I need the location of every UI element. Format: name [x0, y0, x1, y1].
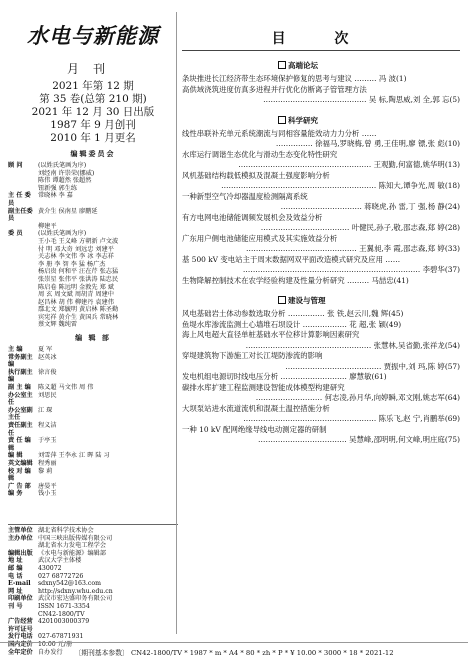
editorial-row-value: 徐言俊 — [38, 368, 57, 376]
toc-entry-authors: ……………………………… 叶健民,孙子,敬,邵志森,郑 婷(28) — [260, 223, 460, 232]
publisher-row-key: E-mail — [8, 580, 31, 588]
toc-entry[interactable] — [182, 192, 460, 213]
toc-entry-title: 线性串联补充单元系统潮流与同相容量能效动力力分析 …… — [182, 128, 377, 138]
editorial-row-key: 副 主 编 — [8, 384, 31, 392]
toc-section-name: 建设与管理 — [288, 296, 326, 305]
toc-section-name: 高端论坛 — [288, 61, 318, 70]
square-icon — [278, 61, 286, 69]
toc-entry-authors: ……………………… 何志凌,孙月华,向婷瞬,邓文刚,姚志军(64) — [255, 393, 460, 402]
committee-row-key — [8, 299, 38, 307]
editorial-row — [8, 483, 178, 491]
publisher-row-key: 全年定价 — [8, 648, 33, 656]
toc-entry-title: 基 500 kV 变电站主于周末数据网双平面改造模式研究及应用 …… — [182, 254, 401, 264]
toc-section-heading — [278, 60, 460, 71]
committee-row-key — [8, 170, 38, 178]
square-icon — [278, 116, 286, 124]
editorial-row-key: 责任副主任 — [8, 422, 33, 437]
toc-entry[interactable] — [182, 129, 460, 150]
publisher-row — [8, 633, 178, 641]
committee-list — [8, 162, 178, 329]
toc-entry-title: 高供域浇筑进度仿真多进程并行优化仿断离子管管理方法 — [182, 84, 367, 94]
committee-row — [8, 291, 178, 299]
committee-row — [8, 162, 178, 170]
committee-row — [8, 238, 178, 246]
publisher-row — [8, 550, 178, 558]
publisher-row-value: 027-67871931 — [38, 633, 84, 641]
toc-column — [182, 6, 460, 634]
editorial-row-key: 办公室主任 — [8, 391, 33, 407]
toc-entry-title: 穿堤建筑物下游施工对长江堤防渗流的影响 — [182, 351, 323, 360]
editorial-row — [8, 392, 178, 407]
publisher-row-key: 刊 号 — [8, 602, 23, 610]
date-line: 2021 年 12 月 30 日出版 — [31, 106, 155, 118]
editorial-list — [8, 346, 178, 498]
toc-title: 目 次 — [182, 28, 460, 51]
committee-row — [8, 208, 178, 223]
committee-row-value: (以姓氏笔画为序) — [38, 162, 87, 169]
toc-entry-authors: ……………………………………………… 王观勤,何富德,姚华明(13) — [238, 160, 460, 169]
publisher-row-key: 主办单位 — [8, 534, 33, 542]
publisher-row — [8, 527, 178, 535]
toc-entry[interactable] — [182, 372, 460, 383]
journal-logo: 水电与新能源 — [27, 23, 159, 48]
committee-row-value: 刘经南 许崇荣(挪威) — [38, 169, 95, 177]
editorial-row — [8, 407, 178, 422]
committee-row-value: 宾宪祥 黄介生 黄国兵 常晓林 — [38, 313, 119, 321]
committee-row — [8, 276, 178, 284]
committee-row-value: 周 玄 周文斌 周胡青 周建中 — [38, 291, 114, 299]
publisher-row — [8, 573, 178, 581]
committee-row-value: 钮新强 郭生练 — [38, 184, 78, 192]
committee-row — [8, 223, 178, 231]
editorial-row-value: 刘雪萍 王李永 江 晖 陆 习 — [38, 452, 110, 460]
editorial-row-key: 常务副主编 — [8, 353, 33, 369]
publisher-row-value: 自办发行 — [38, 648, 63, 656]
committee-row — [8, 314, 178, 322]
publisher-row-value: 湖北省科学技术协会 — [38, 527, 94, 534]
editorial-row-value: 唐晏平 — [38, 482, 57, 490]
toc-entry-title: 发电机组电源切时线电压分析 ……………………… 廖慧敏(61) — [182, 372, 387, 381]
committee-row-value: 黄介生 侯南星 廖鹏延 — [38, 207, 98, 215]
publisher-row — [8, 565, 178, 573]
editorial-row — [8, 384, 178, 392]
toc-entry[interactable] — [182, 150, 460, 171]
toc-entry-authors: ……………………………………………… 陈乐飞,赵 宁,肖鹏举(69) — [243, 414, 460, 423]
committee-row-value: 陈伟 谭超然 张超然 — [38, 177, 92, 185]
toc-entry-authors: …………………………………………… 张慧林,吴省勤,张祥龙(54) — [245, 340, 460, 350]
committee-row — [8, 177, 178, 185]
committee-row-key: 委 员 — [8, 230, 23, 238]
editorial-row — [8, 369, 178, 384]
committee-row — [8, 321, 178, 329]
toc-section-heading — [278, 115, 460, 126]
committee-row-value: 陈启卷 陈远明 金敦先 郑 斌 — [38, 283, 114, 291]
volume-line: 第 35 卷(总第 210 期) — [39, 93, 147, 105]
publisher-row-key: 主管单位 — [8, 527, 33, 534]
editorial-row-value: 钱小玉 — [38, 490, 57, 498]
toc-entry[interactable] — [182, 320, 460, 331]
committee-row-value: 蔡文辉 魏纯雷 — [38, 321, 78, 329]
toc-entry-title: 海上风电超大直径单桩基础水平位移计算影响因素研究 — [182, 330, 360, 339]
toc-entry-title: 生物降解控制技术在农学经验构建及性量分析研究 ……… 马喆忠(41) — [182, 275, 409, 285]
toc-entry[interactable] — [182, 74, 460, 85]
toc-entry-authors: ……………………………………………………………… 李碧华(37) — [242, 265, 460, 274]
publisher-row-value: 4201003000379 — [38, 618, 90, 626]
masthead-column — [8, 6, 178, 656]
committee-row-key: 副主任委员 — [8, 207, 33, 223]
editorial-row-value: 程义洁 — [38, 422, 57, 429]
committee-row-value: 柳建平 — [38, 222, 57, 230]
editorial-title: 编 辑 部 — [75, 333, 111, 343]
committee-row-value: 赵昌林 胡 伟 柳建丹 袁建伟 — [38, 298, 114, 306]
publisher-row-key: 广告经营许可证号 — [8, 618, 33, 633]
pub-info — [8, 80, 178, 145]
committee-row-key — [8, 261, 38, 269]
committee-row — [8, 185, 178, 193]
editorial-row-key: 主 编 — [8, 346, 23, 354]
founded-line: 1987 年 9 月创刊 — [50, 119, 136, 131]
editorial-row-key: 英文编辑 — [8, 459, 33, 467]
editorial-row-value: 黎 莉 — [38, 467, 53, 475]
square-icon — [278, 296, 286, 304]
editorial-row-value: 程秀丽 — [38, 459, 57, 467]
toc-sections — [182, 60, 460, 446]
toc-entry-title: 一种 10 kV 配网绝缘导线电动测定器的研制 — [182, 424, 327, 434]
committee-row-value: 常晓林 李 嘉 — [38, 192, 73, 200]
editorial-row — [8, 354, 178, 369]
editorial-row-value: 江 琛 — [38, 406, 53, 414]
toc-entry-title: 条块推进长江经济带生态环境保护修复的思考与建议 ……… 冯 波(1) — [182, 74, 407, 83]
editorial-row-key: 办公室副主任 — [8, 406, 33, 422]
committee-row — [8, 253, 178, 261]
committee-row-value: 王小毛 王义峰 方朝新 卢文波 — [38, 237, 119, 245]
committee-row-key — [8, 177, 38, 185]
toc-entry[interactable] — [182, 351, 460, 372]
publisher-row-key: 网 址 — [8, 587, 23, 595]
editorial-row-key: 编 务 — [8, 490, 23, 498]
committee-row-key — [8, 276, 38, 284]
toc-section-name: 科学研究 — [288, 115, 318, 125]
committee-row-value: 杨启贵 何和平 汪在芹 张志猛 — [38, 268, 119, 276]
toc-entry[interactable] — [182, 425, 460, 446]
publisher-row-key: 发行电话 — [8, 633, 33, 641]
editorial-row-key: 广 告 部 — [8, 482, 31, 490]
committee-row-value: 鄢北文 郑毓明 黄启林 陈圣勤 — [38, 306, 119, 314]
toc-entry[interactable] — [182, 404, 460, 425]
publisher-row-value: 027 68772726 — [38, 572, 84, 580]
toc-entry-authors: ……………………………… 吴慧峰,邵明明,何文峰,明庄庭(75) — [258, 435, 460, 444]
editorial-row — [8, 346, 178, 354]
toc-entry[interactable] — [182, 85, 460, 106]
publisher-row-key — [8, 611, 38, 619]
toc-entry-title: 碳排水库扩建工程监测建设智能成体模型构建研究 — [182, 382, 345, 392]
publisher-row-value: ISSN 1671-3354 — [38, 602, 90, 610]
publisher-row-key: 地 址 — [8, 557, 23, 565]
committee-row-value: 李 册 李 智 李 猛 杨广杰 — [38, 260, 106, 268]
editorial-row-key: 执行副主编 — [8, 368, 33, 384]
editorial-row-key: 编 辑 — [8, 452, 23, 460]
toc-entry[interactable] — [182, 383, 460, 404]
publisher-row-value: 10.00 元/册 — [38, 640, 73, 648]
committee-row-value: (以姓氏笔画为序) — [38, 230, 87, 238]
publisher-row — [8, 603, 178, 611]
toc-entry-authors: ……………………………………… 王翼昶,李 霞,邵志森,郑 婷(33) — [245, 244, 460, 253]
editorial-row-value: 刘思民 — [38, 391, 57, 399]
publisher-row-value: sdxny542@163.com — [38, 580, 101, 588]
toc-entry-authors: …………………………………… 吴 标,陶思威,刘 全,郭 忘(5) — [263, 95, 460, 104]
column-divider — [176, 12, 177, 634]
editorial-row — [8, 460, 178, 468]
toc-entry-authors: …………… 徐福马,罗晓梅,曾 勇,王佳明,廖 镖,张 彪(10) — [275, 139, 460, 148]
toc-entry[interactable] — [182, 309, 460, 320]
toc-entry[interactable] — [182, 234, 460, 255]
toc-entry-title: 风电基础岩土体动参数选取分析 …………… 张 铁,赵云川,魏 辉(45) — [182, 309, 404, 318]
toc-entry-authors: …………………………… 蒋晓虎,孙 雷,丁 强,杨 静(24) — [280, 202, 460, 211]
publisher-info — [8, 524, 178, 656]
issue-line: 2021 年第 12 期 — [52, 80, 134, 92]
committee-row-value: 关志林 李文伟 李 冰 李志祥 — [38, 253, 114, 261]
committee-title: 编辑委员会 — [70, 149, 116, 158]
committee-row-key — [8, 314, 38, 322]
toc-entry[interactable] — [182, 276, 460, 287]
committee-row-value: 付 明 邓大奇 刘远忠 刘建平 — [38, 245, 114, 253]
committee-row — [8, 246, 178, 254]
toc-entry-title: 风机基础结构载低模拟及混凝土强度影响分析 — [182, 170, 330, 180]
publisher-row-key: 印刷单位 — [8, 595, 33, 603]
committee-row-key — [8, 253, 38, 261]
publisher-row-value: 武汉市宏达盛印务有限公司 — [38, 595, 113, 603]
publisher-row — [8, 595, 178, 603]
editorial-row-value: 于亭玉 — [38, 437, 57, 445]
toc-entry-authors: ……………………………………………………… 陈知大,谭争光,周 敏(18) — [221, 181, 460, 190]
committee-row — [8, 268, 178, 276]
publisher-row-key: 电 话 — [8, 572, 23, 580]
editorial-row-value: 陈义超 马文伟 周 伟 — [38, 384, 94, 392]
publisher-row-value: 武汉大学主体楼 — [38, 557, 82, 565]
toc-entry-title: 一种新型空气冷却器温度检测隔离系统 — [182, 191, 308, 201]
committee-row-key — [8, 291, 38, 299]
committee-row — [8, 306, 178, 314]
committee-row — [8, 170, 178, 178]
publisher-row-key: 编辑出版 — [8, 549, 33, 557]
editorial-row — [8, 468, 178, 483]
editorial-row — [8, 422, 178, 437]
toc-entry-title: 水库运行调谐生态优化与滑动生态变化特性研究 — [182, 149, 338, 159]
publisher-row-key — [8, 542, 38, 550]
editorial-row — [8, 452, 178, 460]
editorial-row — [8, 490, 178, 498]
publisher-row-value: 中国三峡出版传媒有限公司 — [38, 534, 113, 542]
toc-entry-title: 鱼堤水库渗流监测土心墙堆石坝设计 ……………… 花 超,张 颖(49) — [182, 319, 402, 329]
publisher-row-value: 湖北省水力发电工程学会 — [38, 542, 107, 550]
committee-row-key — [8, 284, 38, 292]
publisher-row-key: 国内定价 — [8, 640, 33, 648]
publisher-row-key: 邮 编 — [8, 564, 23, 572]
editorial-row — [8, 437, 178, 452]
toc-entry-title: 大坝泵站进水流道流机和混凝土温控措施分析 — [182, 403, 330, 413]
publisher-row-value: 《水电与新能源》编辑部 — [38, 549, 107, 557]
format-line: 2010 年 1 月更名 — [50, 132, 136, 144]
publisher-row-value: CN42-1800/TV — [38, 610, 85, 618]
publisher-row — [8, 611, 178, 619]
pub-type: 月刊 — [66, 62, 119, 76]
editorial-row-value: 夏 军 — [38, 346, 53, 354]
editorial-row-key: 校 对 编 辑 — [8, 467, 31, 483]
toc-entry-title: 有方电网电池储能调频发展机会及效益分析 — [182, 212, 323, 222]
publisher-row-value: 430072 — [38, 564, 62, 572]
committee-row-key: 顾 问 — [8, 162, 23, 169]
editorial-row-value: 赵英冰 — [38, 353, 57, 361]
toc-entry[interactable] — [182, 171, 460, 192]
journal-params: 〔期刊基本参数〕 CN42-1800/TV * 1987 * m * A4 * 80 * zh * P * ¥ 10.00 * 3000 * 18 * 2021-12 — [0, 642, 468, 657]
toc-entry-authors: ………………………………… 贾振中,刘 玛,陈 婷(57) — [285, 361, 460, 371]
publisher-row — [8, 557, 178, 565]
publisher-row — [8, 618, 178, 633]
publisher-row — [8, 542, 178, 550]
toc-entry[interactable] — [182, 213, 460, 234]
toc-entry[interactable] — [182, 330, 460, 351]
toc-section-heading — [278, 295, 460, 306]
committee-row-value: 张崇星 张伟平 张洪涛 陆忠民 — [38, 275, 119, 283]
committee-row-key — [8, 321, 38, 329]
committee-row-key — [8, 306, 38, 314]
publisher-row — [8, 580, 178, 588]
editorial-row-key: 责 任 编 辑 — [8, 437, 31, 452]
toc-entry[interactable] — [182, 255, 460, 276]
committee-row-key — [8, 268, 38, 276]
committee-row — [8, 230, 178, 238]
committee-row-key — [8, 246, 38, 254]
committee-row — [8, 284, 178, 292]
committee-row-key — [8, 238, 38, 246]
toc-entry-title: 广东用户侧电池储能应用模式及其实施效益分析 — [182, 233, 338, 243]
publisher-row-value: http://sdxny.whu.edu.cn — [38, 587, 113, 595]
committee-row-key: 主 任 委 员 — [8, 192, 31, 207]
committee-row — [8, 192, 178, 207]
